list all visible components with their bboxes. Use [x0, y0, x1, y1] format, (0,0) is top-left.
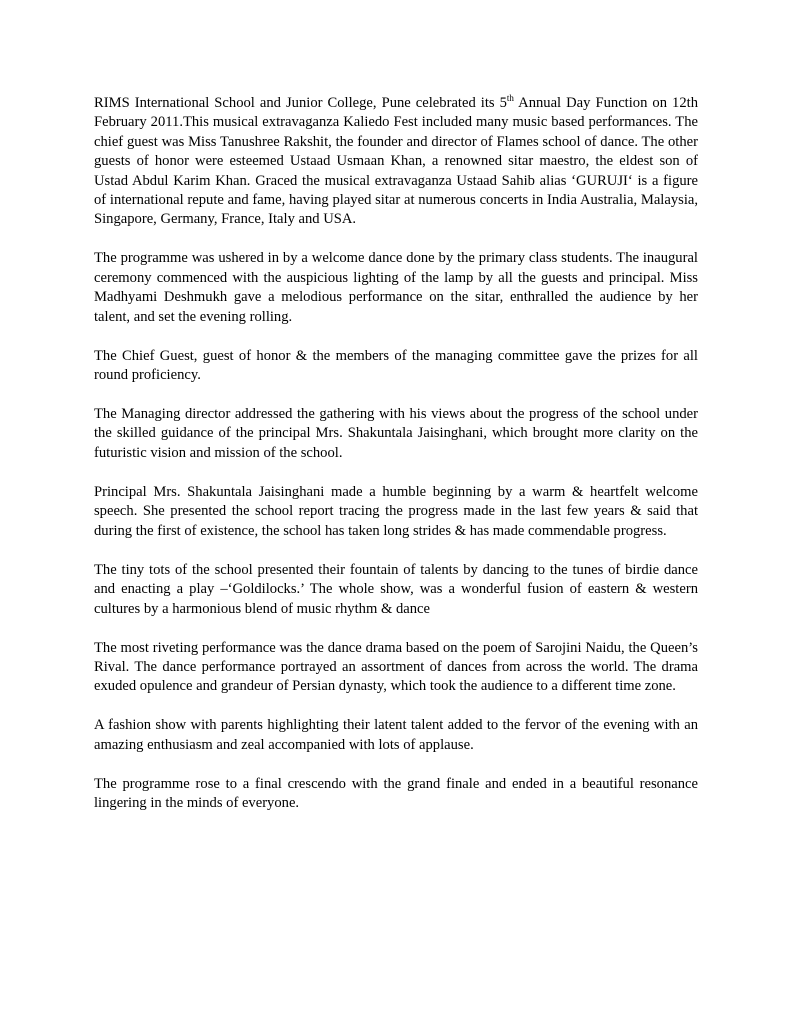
paragraph-text: Annual Day Function on 12th February 2011.This musical extravaganza Kaliedo Fest included many music based performances. The chief guest was Miss Tanushree Rakshit, the founder and director of Flames school of dance. The other guests of honor were esteemed Ustaad Usmaan Khan, a renowned sitar maestro, the eldest son of Ustad Abdul Karim Khan. Graced the musical extravaganza Ustaad Sahib alias ‘GURUJI‘ is a figure of international repute and fame, having played sitar at numerous concerts in India Australia, Malaysia, Singapore, Germany, France, Italy and USA. [94, 95, 698, 228]
paragraph-annual-day-intro [94, 94, 698, 230]
paragraph-principal-speech: Principal Mrs. Shakuntala Jaisinghani made a humble beginning by a warm & heartfelt welcome speech. She presented the school report tracing the progress made in the last few years & said that during the first of existence, the school has taken long strides & has made commendable progress. [94, 483, 698, 539]
paragraph-finale: The programme rose to a final crescendo with the grand finale and ended in a beautiful resonance lingering in the minds of everyone. [94, 775, 698, 812]
paragraph-text: RIMS International School and Junior College, Pune celebrated its 5 [94, 95, 507, 111]
document-body [94, 94, 698, 833]
paragraph-managing-director: The Managing director addressed the gathering with his views about the progress of the school under the skilled guidance of the principal Mrs. Shakuntala Jaisinghani, which brought more clarity on the futuristic vision and mission of the school. [94, 406, 698, 461]
ordinal-suffix: th [506, 93, 514, 104]
paragraph-prizes: The Chief Guest, guest of honor & the members of the managing committee gave the prizes for all round proficiency. [94, 347, 698, 384]
paragraph-fashion-show: A fashion show with parents highlighting their latent talent added to the fervor of the evening with an amazing enthusiasm and zeal accompanied with lots of applause. [94, 717, 698, 753]
paragraph-dance-drama: The most riveting performance was the dance drama based on the poem of Sarojini Naidu, the Queen’s Rival. The dance performance portrayed an assortment of dances from across the world. The drama exuded opulence and grandeur of Persian dynasty, which took the audience to a different time zone. [94, 639, 698, 695]
paragraph-tiny-tots: The tiny tots of the school presented their fountain of talents by dancing to the tunes of birdie dance and enacting a play –‘Goldilocks.’ The whole show, was a wonderful fusion of eastern & western cultures by a harmonious blend of music rhythm & dance [94, 561, 698, 617]
paragraph-welcome-dance: The programme was ushered in by a welcome dance done by the primary class students. The inaugural ceremony commenced with the auspicious lighting of the lamp by all the guests and principal. Miss Madhyami Deshmukh gave a melodious performance on the sitar, enthralled the audience by her talent, and set the evening rolling. [94, 250, 698, 325]
